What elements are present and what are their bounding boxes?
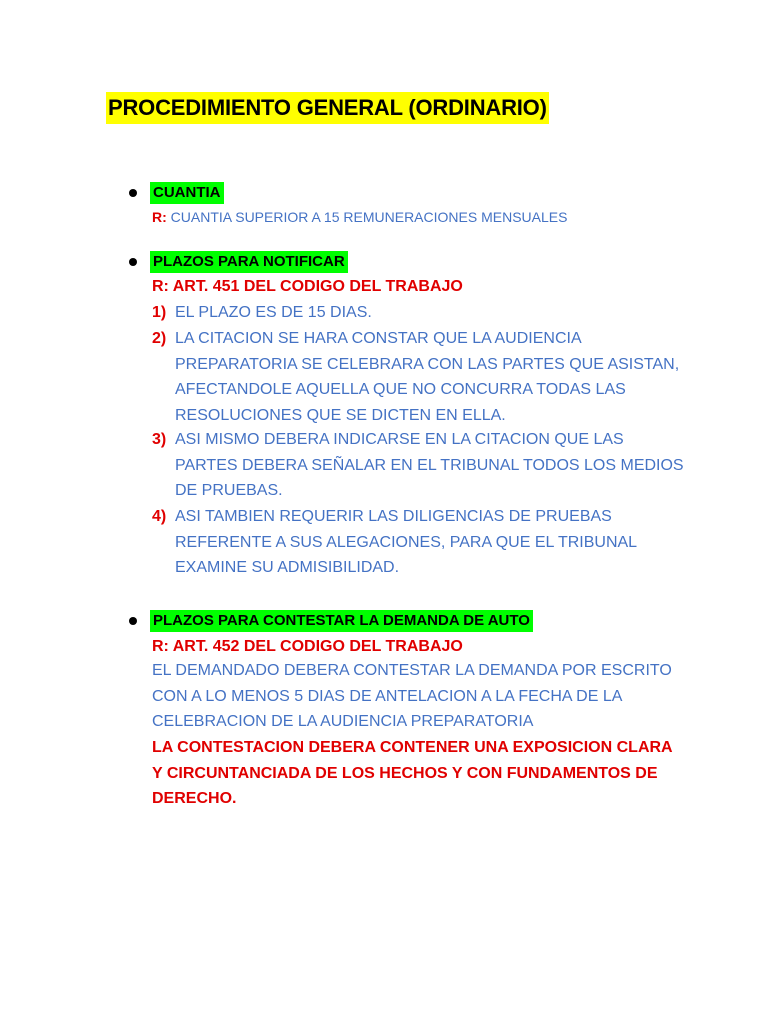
list-item	[175, 427, 684, 504]
answer-prefix: R:	[152, 209, 167, 225]
section-heading-plazos-contestar: PLAZOS PARA CONTESTAR LA DEMANDA DE AUTO	[150, 610, 533, 632]
item-line: EXAMINE SU ADMISIBILIDAD.	[175, 559, 400, 577]
body-line: EL DEMANDADO DEBERA CONTESTAR LA DEMANDA POR ESCRITO	[152, 662, 672, 679]
list-item	[175, 504, 637, 581]
list-item	[175, 300, 372, 326]
plazos-contestar-body	[152, 658, 672, 735]
item-line: REFERENTE A SUS ALEGACIONES, PARA QUE EL TRIBUNAL	[175, 533, 638, 551]
emphasis-line: LA CONTESTACION DEBERA CONTENER UNA EXPOSICION CLARA	[152, 739, 673, 756]
item-line: AFECTANDOLE AQUELLA QUE NO CONCURRA TODAS LAS	[175, 381, 626, 399]
answer-text: CUANTIA SUPERIOR A 15 REMUNERACIONES MENSUALES	[170, 209, 568, 225]
bullet-icon	[129, 258, 137, 266]
page-title: PROCEDIMIENTO GENERAL (ORDINARIO)	[106, 92, 549, 124]
item-line: ASI TAMBIEN REQUERIR LAS DILIGENCIAS DE PRUEBAS	[175, 508, 612, 525]
cuantia-answer	[152, 207, 567, 227]
bullet-icon	[129, 617, 137, 625]
section-heading-plazos-notificar: PLAZOS PARA NOTIFICAR	[150, 251, 348, 273]
plazos-contestar-emphasis	[152, 735, 673, 812]
item-number: 1)	[152, 304, 167, 321]
section-heading-cuantia: CUANTIA	[150, 182, 224, 204]
item-line: EL PLAZO ES DE 15 DIAS.	[175, 304, 372, 321]
body-line: CON A LO MENOS 5 DIAS DE ANTELACION A LA FECHA DE LA	[152, 687, 623, 705]
plazos-contestar-answer: R: ART. 452 DEL CODIGO DEL TRABAJO	[152, 638, 463, 655]
emphasis-line: DERECHO.	[152, 790, 237, 808]
plazos-notificar-answer: R: ART. 451 DEL CODIGO DEL TRABAJO	[152, 278, 463, 295]
item-line: PREPARATORIA SE CELEBRARA CON LAS PARTES QUE ASISTAN,	[175, 355, 680, 373]
emphasis-line: Y CIRCUNTANCIADA DE LOS HECHOS Y CON FUNDAMENTOS DE	[152, 764, 658, 782]
item-line: DE PRUEBAS.	[175, 482, 283, 500]
item-number: 4)	[152, 508, 167, 525]
item-number: 2)	[152, 330, 167, 347]
item-line: RESOLUCIONES QUE SE DICTEN EN ELLA.	[175, 407, 506, 425]
item-number: 3)	[152, 431, 167, 448]
item-line: PARTES DEBERA SEÑALAR EN EL TRIBUNAL TODOS LOS MEDIOS	[175, 456, 684, 474]
item-line: ASI MISMO DEBERA INDICARSE EN LA CITACION QUE LAS	[175, 431, 624, 448]
item-line: LA CITACION SE HARA CONSTAR QUE LA AUDIENCIA	[175, 330, 582, 347]
body-line: CELEBRACION DE LA AUDIENCIA PREPARATORIA	[152, 713, 534, 731]
bullet-icon	[129, 189, 137, 197]
list-item	[175, 326, 679, 429]
